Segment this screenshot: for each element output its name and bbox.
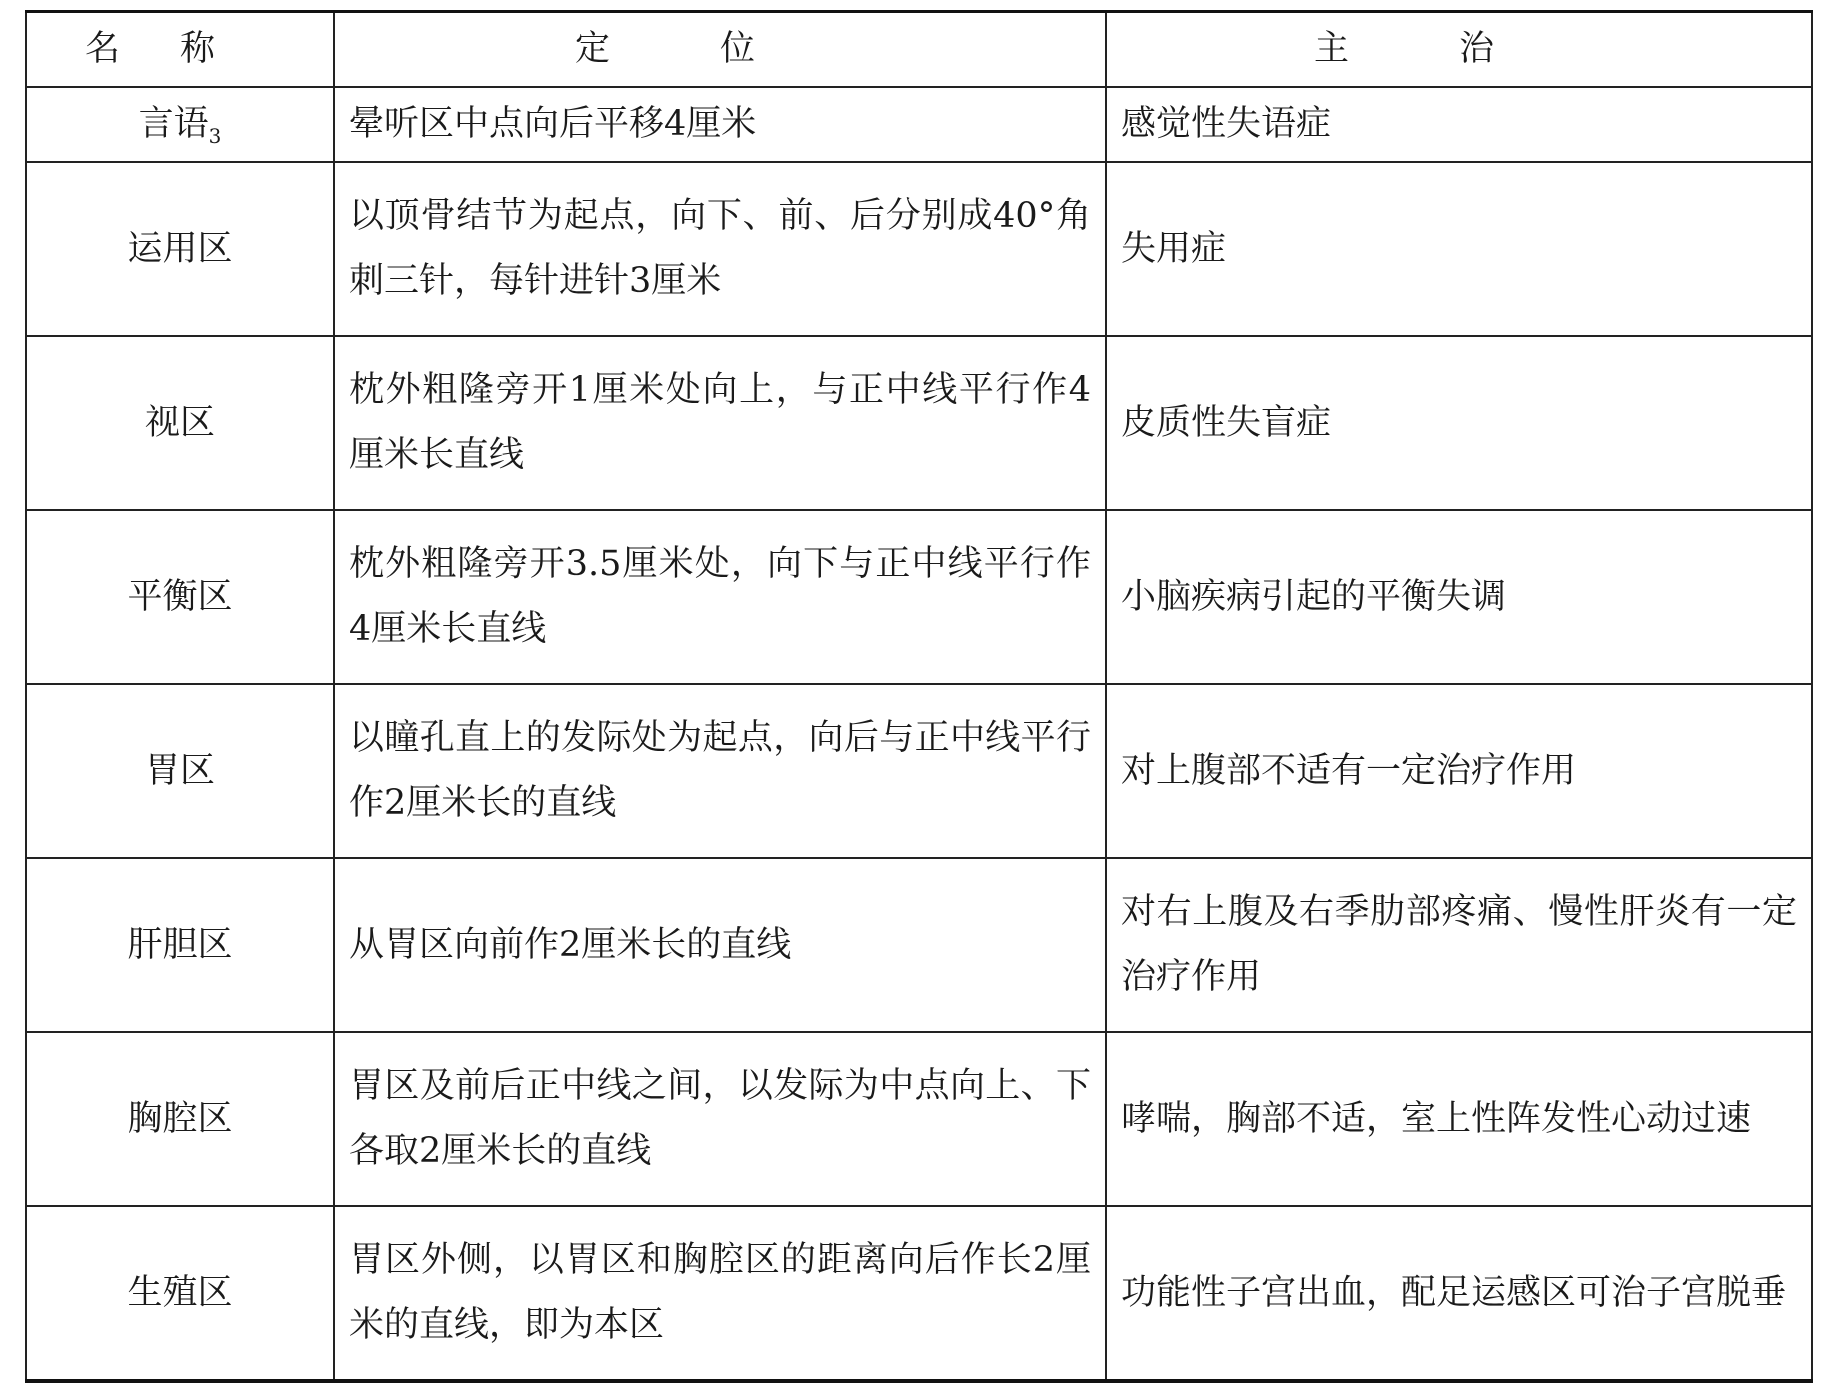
row-location: 晕听区中点向后平移4厘米: [334, 87, 1106, 162]
row-name-subscript: 3: [208, 124, 222, 148]
row-name-cell: [26, 87, 334, 162]
table-row: [26, 510, 1812, 684]
scalp-zone-table: [25, 10, 1813, 1383]
row-indication: 哮喘，胸部不适，室上性阵发性心动过速: [1106, 1032, 1812, 1206]
header-indication: 主治: [1106, 12, 1812, 88]
row-location: 以顶骨结节为起点，向下、前、后分别成40°角刺三针，每针进针3厘米: [334, 162, 1106, 336]
table-row: [26, 162, 1812, 336]
row-indication: 功能性子宫出血，配足运感区可治子宫脱垂: [1106, 1206, 1812, 1381]
row-name: 运用区: [26, 162, 334, 336]
row-indication: 感觉性失语症: [1106, 87, 1812, 162]
table-header-row: [26, 12, 1812, 88]
table-row: [26, 336, 1812, 510]
row-indication: 对右上腹及右季肋部疼痛、慢性肝炎有一定治疗作用: [1106, 858, 1812, 1032]
row-indication: 失用症: [1106, 162, 1812, 336]
header-location: 定位: [334, 12, 1106, 88]
row-indication: 小脑疾病引起的平衡失调: [1106, 510, 1812, 684]
acupuncture-zone-table-container: [25, 10, 1811, 1383]
row-name: 平衡区: [26, 510, 334, 684]
row-location: 以瞳孔直上的发际处为起点，向后与正中线平行作2厘米长的直线: [334, 684, 1106, 858]
header-name: 名称: [26, 12, 334, 88]
row-location: 枕外粗隆旁开1厘米处向上，与正中线平行作4厘米长直线: [334, 336, 1106, 510]
row-name: 胸腔区: [26, 1032, 334, 1206]
row-name: 胃区: [26, 684, 334, 858]
table-row: [26, 87, 1812, 162]
table-row: [26, 684, 1812, 858]
row-indication: 皮质性失盲症: [1106, 336, 1812, 510]
row-indication: 对上腹部不适有一定治疗作用: [1106, 684, 1812, 858]
row-location: 从胃区向前作2厘米长的直线: [334, 858, 1106, 1032]
table-row: [26, 858, 1812, 1032]
row-name: 生殖区: [26, 1206, 334, 1381]
row-name: 肝胆区: [26, 858, 334, 1032]
table-row: [26, 1032, 1812, 1206]
row-location: 胃区外侧，以胃区和胸腔区的距离向后作长2厘米的直线，即为本区: [334, 1206, 1106, 1381]
row-location: 枕外粗隆旁开3.5厘米处，向下与正中线平行作4厘米长直线: [334, 510, 1106, 684]
row-location: 胃区及前后正中线之间，以发际为中点向上、下各取2厘米长的直线: [334, 1032, 1106, 1206]
row-name: 视区: [26, 336, 334, 510]
table-row: [26, 1206, 1812, 1381]
row-name: 言语: [138, 104, 209, 144]
